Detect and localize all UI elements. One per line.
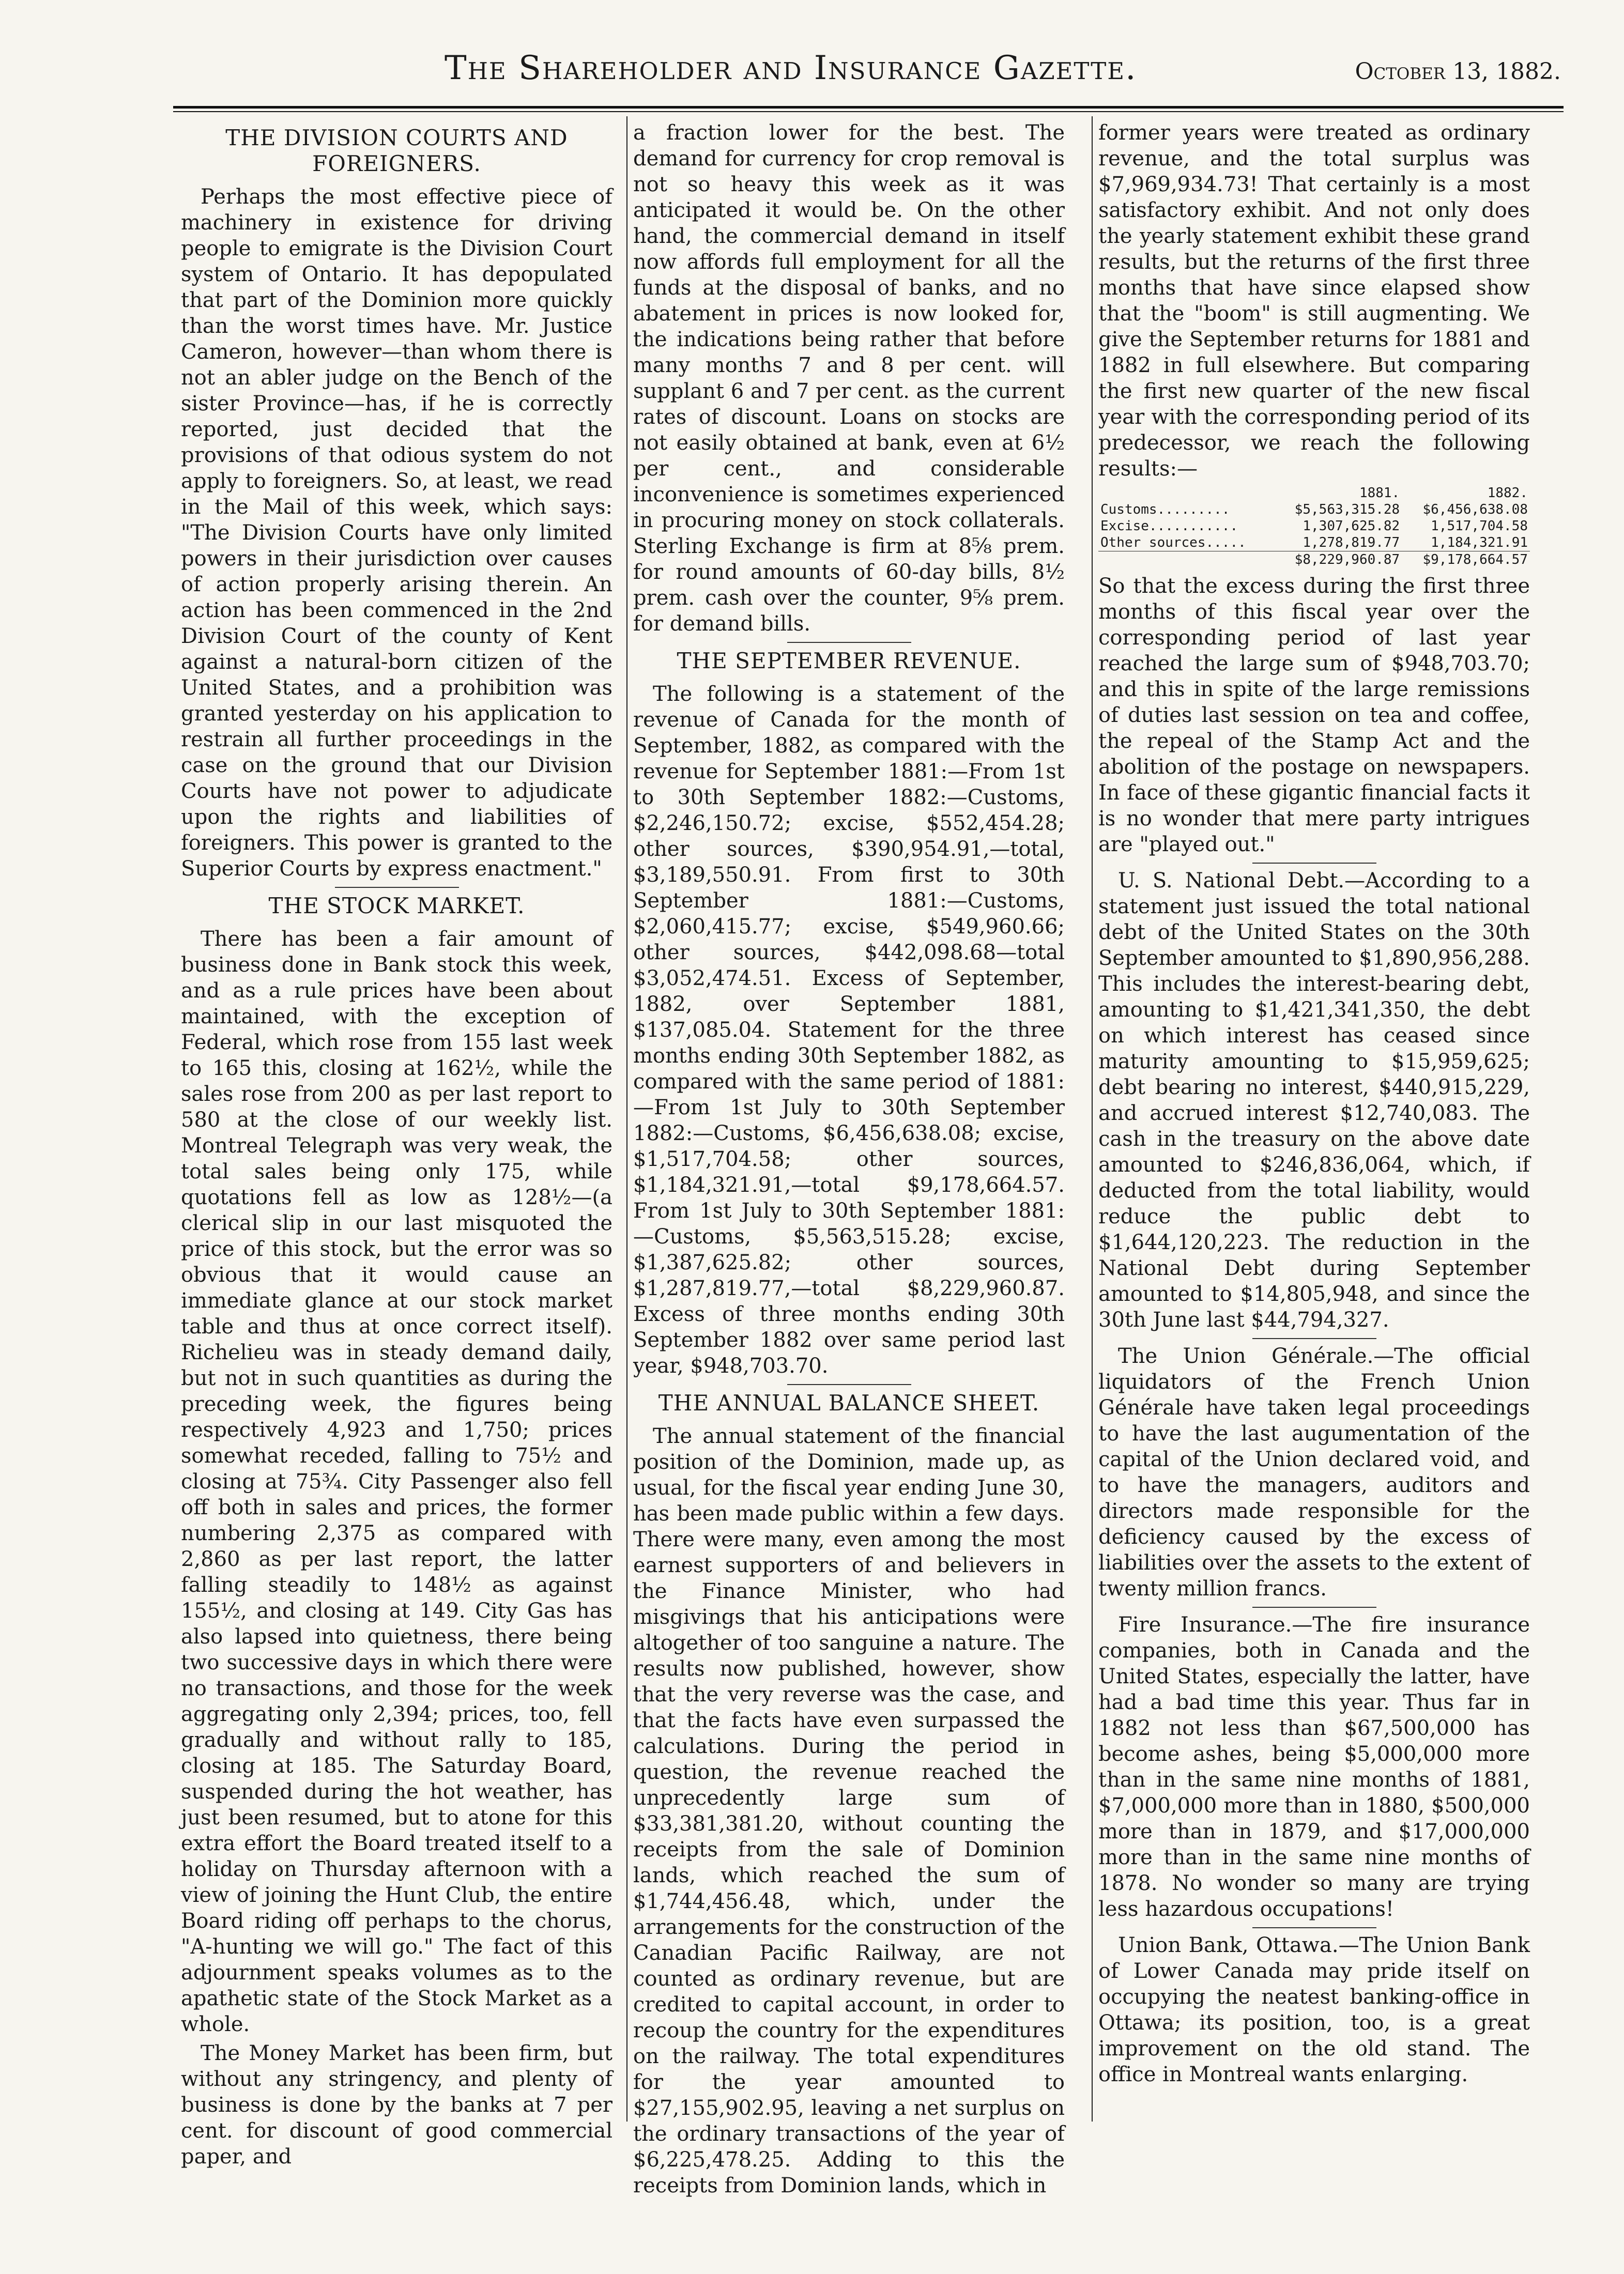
table-cell: $5,563,315.28 — [1294, 502, 1400, 517]
table-total: $8,229,960.87 — [1274, 551, 1402, 568]
column-divider — [1092, 116, 1093, 2122]
article-paragraph: Perhaps the most effective piece of machinery in existence for driving people to emigrate is the Division Court system of Ontario. It has depopulated that part of the Dominion more quickly than the worst times have. Mr. Justice Cameron, however—than whom there is not an abler judge on the Bench of the sister Province—has, if he is correctly reported, just decided that the provisions of that odious system do not apply to foreigners. So, at least, we read in the Mail of this week, which says: "The Division Courts have only limited powers in their jurisdiction over causes of action properly arising therein. An action has been commenced in the 2nd Division Court of the county of Kent against a natural-born citizen of the United States, and a prohibition was granted yesterday on his application to restrain all further proceedings in the case on the ground that our Division Courts have not power to adjudicate upon the rights and liabilities of foreigners. This power is granted to the Superior Courts by express enactment." — [181, 185, 612, 881]
section-rule — [787, 1384, 911, 1385]
table-cell: 1,307,625.82 — [1303, 518, 1400, 534]
masthead-rule-thin — [173, 111, 1564, 112]
section-rule — [1252, 1607, 1376, 1608]
article-paragraph: The Union Générale.—The official liquidators of the French Union Générale have taken legal proceedings to have the last augumentation of the capital of the Union declared void, and to have the managers, auditors and directors made responsible for the deficiency caused by the excess of liabilities over the assets to the extent of twenty million francs. — [1098, 1344, 1530, 1601]
table-row — [1098, 534, 1530, 551]
table-row-label: Excise........... — [1100, 518, 1238, 534]
column-2 — [633, 120, 1065, 2202]
section-rule — [1252, 1338, 1376, 1339]
article-paragraph: The Money Market has been firm, but without any stringency, and plenty of business is done by the banks at 7 per cent. for discount of good commercial paper, and — [181, 2041, 612, 2169]
table-year-header: 1882. — [1487, 485, 1528, 501]
table-cell: 1,278,819.77 — [1303, 535, 1400, 550]
article-paragraph: The following is a statement of the revenue of Canada for the month of September, 1882, as compared with the revenue for September 1881:—From 1st to 30th September 1882:—Customs, $2,246,150.72; excise, $552,454.28; other sources, $390,954.91,—total, $3,189,550.91. From first to 30th September 1881:—Customs, $2,060,415.77; excise, $549,960.66; other sources, $442,098.68—total $3,052,474.51. Excess of September, 1882, over September 1881, $137,085.04. Statement for the three months ending 30th September 1882, as compared with the same period of 1881:—From 1st July to 30th September 1882:—Customs, $6,456,638.08; excise, $1,517,704.58; other sources, $1,184,321.91,—total $9,178,664.57. From 1st July to 30th September 1881:—Customs, $5,563,515.28; excise, $1,387,625.82; other sources, $1,287,819.77,—total $8,229,960.87. Excess of three months ending 30th September 1882 over same period last year, $948,703.70. — [633, 682, 1065, 1378]
table-row-label: Other sources..... — [1100, 535, 1246, 550]
article-paragraph: The annual statement of the financial position of the Dominion, made up, as usual, for the fiscal year ending June 30, has been made public within a few days. There were many, even among the most earnest supporters of and believers in the Finance Minister, who had misgivings that his anticipations were altogether of too sanguine a nature. The results now published, however, show that the very reverse was the case, and that the facts have even surpassed the calculations. During the period in question, the revenue reached the unprecedently large sum of $33,381,381.20, without counting the receipts from the sale of Dominion lands, which reached the sum of $1,744,456.48, which, under the arrangements for the construction of the Canadian Pacific Railway, are not counted as ordinary revenue, but are credited to capital account, in order to recoup the country for the expenditures on the railway. The total expenditures for the year amounted to $27,155,902.95, leaving a net surplus on the ordinary transactions of the year of $6,225,478.25. Adding to this the receipts from Dominion lands, which in — [633, 1424, 1065, 2198]
table-row-label: Customs......... — [1100, 502, 1230, 517]
article-paragraph: a fraction lower for the best. The demand for currency for crop removal is not so heavy this week as it was anticipated it would be. On the other hand, the commercial demand in itself now affords full employment for all the funds at the disposal of banks, and no abatement in prices is now looked for, the indications being rather that before many months 7 and 8 per cent. will supplant 6 and 7 per cent. as the current rates of discount. Loans on stocks are not easily obtained at bank, even at 6½ per cent., and considerable inconvenience is sometimes experienced in procuring money on stock collaterals. Sterling Exchange is firm at 8⅝ prem. for round amounts of 60-day bills, 8½ prem. cash over the counter, 9⅝ prem. for demand bills. — [633, 121, 1065, 636]
table-cell: 1,517,704.58 — [1431, 518, 1528, 534]
column-1 — [181, 120, 612, 2173]
column-divider — [626, 116, 627, 2122]
article-heading: THE DIVISION COURTS AND FOREIGNERS. — [225, 125, 568, 176]
article-heading: THE ANNUAL BALANCE SHEET. — [658, 1390, 1040, 1416]
article-paragraph: Fire Insurance.—The fire insurance companies, both in Canada and the United States, especially the latter, have had a bad time this year. Thus far in 1882 not less than $67,500,000 has become ashes, being $5,000,000 more than in the same nine months of 1881, $7,000,000 more than in 1880, $500,000 more than in 1879, and $17,000,000 more than in the same nine months of 1878. No wonder so many are trying less hazardous occupations! — [1098, 1613, 1530, 1921]
table-cell: 1,184,321.91 — [1431, 535, 1528, 550]
table-total: $9,178,664.57 — [1402, 551, 1530, 568]
table-cell: $6,456,638.08 — [1422, 502, 1528, 517]
article-heading: THE SEPTEMBER REVENUE. — [677, 648, 1021, 673]
article-paragraph: Union Bank, Ottawa.—The Union Bank of Lower Canada may pride itself on occupying the neatest banking-office in Ottawa; its position, too, is a great improvement on the old stand. The office in Montreal wants enlarging. — [1098, 1933, 1530, 2086]
section-rule — [787, 642, 911, 643]
section-rule — [1252, 1927, 1376, 1928]
issue-date: October 13, 1882. — [1355, 58, 1561, 85]
article-heading: THE STOCK MARKET. — [268, 893, 525, 918]
article-paragraph: So that the excess during the first three months of this fiscal year over the corresponding period of last year reached the large sum of $948,703.70; and this in spite of the large remissions of duties last session on tea and coffee, the repeal of the Stamp Act and the abolition of the postage on newspapers. In face of these gigantic financial facts it is no wonder that mere party intrigues are "played out." — [1098, 574, 1530, 856]
masthead — [176, 49, 1561, 106]
table-year-header: 1881. — [1359, 485, 1400, 501]
masthead-rule — [173, 106, 1564, 109]
article-paragraph: U. S. National Debt.—According to a statement just issued the total national debt of the United States on the 30th September amounted to $1,890,956,288. This includes the interest-bearing debt, amounting to $1,421,341,350, the debt on which interest has ceased since maturity amounting to $15,959,625; debt bearing no interest, $440,915,229, and accrued interest $12,740,083. The cash in the treasury on the above date amounted to $246,836,064, which, if deducted from the total liability, would reduce the public debt to $1,644,120,223. The reduction in the National Debt during September amounted to $14,805,948, and since the 30th June last $44,794,327. — [1098, 869, 1530, 1332]
section-rule — [335, 887, 459, 888]
column-3 — [1098, 120, 1530, 2091]
article-paragraph: former years were treated as ordinary revenue, and the total surplus was $7,969,934.73! That certainly is a most satisfactory exhibit. And not only does the yearly statement exhibit these grand results, but the returns of the first three months that have since elapsed show that the "boom" is still augmenting. We give the September returns for 1881 and 1882 in full elsewhere. But comparing the first new quarter of the new fiscal year with the corresponding period of its predecessor, we reach the following results:— — [1098, 121, 1530, 481]
table-row — [1098, 501, 1530, 518]
section-rule — [1252, 863, 1376, 864]
article-paragraph: There has been a fair amount of business done in Bank stock this week, and as a rule prices have been about maintained, with the exception of Federal, which rose from 155 last week to 165 this, closing at 162½, while the sales rose from 200 as per last report to 580 at the close of our weekly list. Montreal Telegraph was very weak, the total sales being only 175, while quotations fell as low as 128½—(a clerical slip in our last misquoted the price of this stock, but the error was so obvious that it would cause an immediate glance at our stock market table and thus at once correct itself). Richelieu was in steady demand daily, but not in such quantities as during the preceding week, the figures being respectively 4,923 and 1,750; prices somewhat receded, falling to 75½ and closing at 75¾. City Passenger also fell off both in sales and prices, the former numbering 2,375 as compared with 2,860 as per last report, the latter falling steadily to 148½ as against 155½, and closing at 149. City Gas has also lapsed into quietness, there being two successive days in which there were no transactions, and those for the week aggregating only 2,394; prices, too, fell gradually and without rally to 185, closing at 185. The Saturday Board, suspended during the hot weather, has just been resumed, but to atone for this extra effort the Board treated itself to a holiday on Thursday afternoon with a view of joining the Hunt Club, the entire Board riding off perhaps to the chorus, "A-hunting we will go." The fact of this adjournment speaks volumes as to the apathetic state of the Stock Market as a whole. — [181, 927, 612, 2036]
revenue-table — [1098, 485, 1530, 568]
table-total-row — [1098, 551, 1530, 568]
table-row — [1098, 518, 1530, 534]
newspaper-title: The Shareholder and Insurance Gazette. — [445, 49, 1137, 87]
